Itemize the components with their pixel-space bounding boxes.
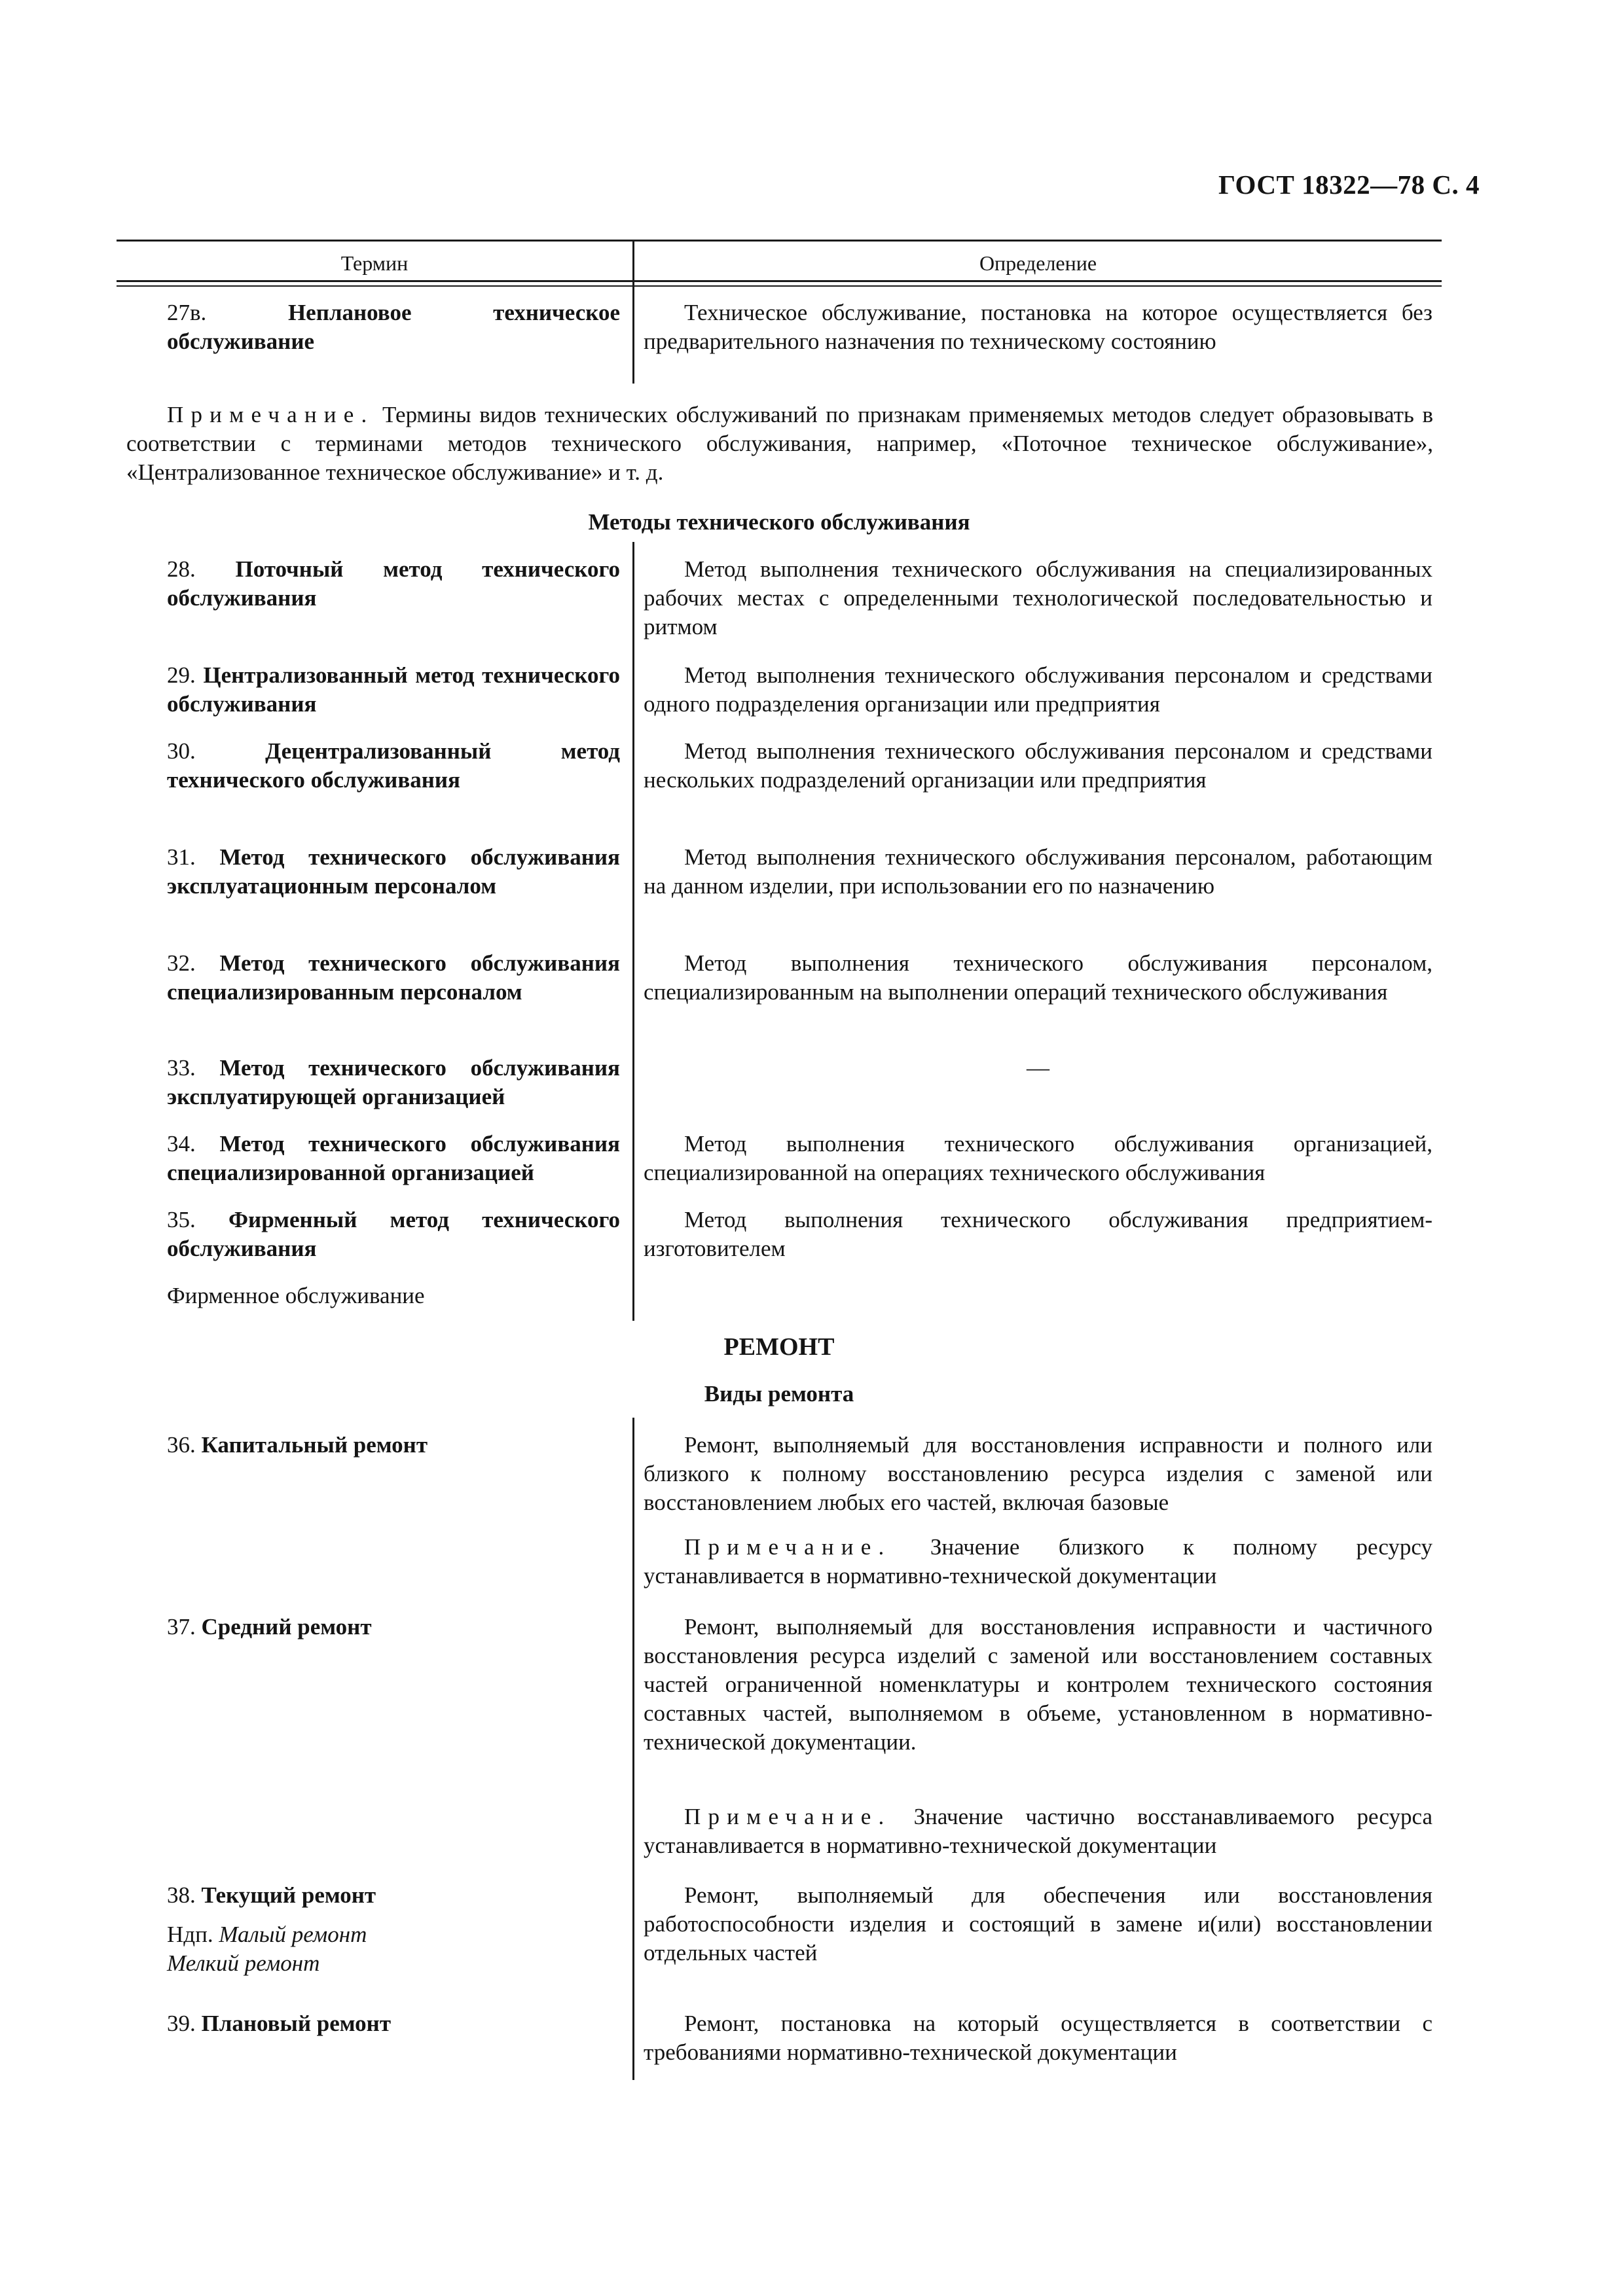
term-entry-35 bbox=[126, 1206, 620, 1310]
column-header-definition: Определение bbox=[979, 251, 1097, 275]
table-header-rule bbox=[117, 280, 1442, 282]
term-number: 37. bbox=[167, 1614, 196, 1640]
note-label: Примечание. bbox=[167, 402, 374, 427]
note-text: Термины видов технических обслуживаний по признакам применяемых методов следует образовывать в соответствии с терминами методов технического обслуживания, например, «Поточное техническое обслуживание», «Централизованное техническое обслуживание» и т. д. bbox=[126, 402, 1434, 485]
term-title: Поточный метод технического обслуживания bbox=[167, 556, 621, 611]
term-title: Метод технического обслуживания эксплуатационным персоналом bbox=[167, 844, 620, 899]
ndp-term: Малый ремонт bbox=[219, 1922, 367, 1947]
term-number: 28. bbox=[167, 556, 196, 582]
definition-29: Метод выполнения технического обслуживания персоналом и средствами одного подразделения организации или предприятия bbox=[644, 662, 1432, 717]
term-title: Средний ремонт bbox=[201, 1614, 372, 1640]
term-synonym: Фирменное обслуживание bbox=[167, 1283, 425, 1308]
term-entry-38 bbox=[126, 1881, 620, 1978]
column-divider bbox=[632, 542, 634, 1321]
term-entry-31 bbox=[126, 843, 620, 901]
definition-28: Метод выполнения технического обслуживания на специализированных рабочих местах с определенными технологической последовательностью и ритмом bbox=[644, 556, 1432, 639]
note-36 bbox=[644, 1533, 1432, 1590]
section-title-repair: РЕМОНТ bbox=[723, 1333, 835, 1361]
term-number: 39. bbox=[167, 2011, 196, 2036]
term-title: Текущий ремонт bbox=[201, 1882, 376, 1908]
term-entry-30 bbox=[126, 737, 620, 795]
term-number: 35. bbox=[167, 1207, 196, 1232]
section-subtitle-repair-types: Виды ремонта bbox=[704, 1381, 854, 1407]
term-title: Фирменный метод технического обслуживания bbox=[167, 1207, 620, 1261]
term-number: 36. bbox=[167, 1432, 196, 1458]
definition-37: Ремонт, выполняемый для восстановления исправности и частичного восстановления ресурса изделий с заменой или восстановлением составных частей ограниченной номенклатуры и контролем технического состояния составных частей, выполняемом в объеме, установленном в нормативно-технической документации. bbox=[644, 1614, 1432, 1755]
term-title: Плановый ремонт bbox=[201, 2011, 392, 2036]
ndp-term: Мелкий ремонт bbox=[167, 1950, 320, 1976]
term-entry-36 bbox=[126, 1431, 620, 1460]
term-title: Метод технического обслуживания эксплуатирующей организацией bbox=[167, 1055, 620, 1109]
term-number: 32. bbox=[167, 950, 196, 976]
note-text: Значение частично восстанавливаемого ресурса устанавливается в нормативно-технической документации bbox=[644, 1804, 1432, 1858]
definition-34: Метод выполнения технического обслуживания организацией, специализированной на операциях технического обслуживания bbox=[644, 1131, 1432, 1185]
definition-30: Метод выполнения технического обслуживания персоналом и средствами нескольких подразделений организации или предприятия bbox=[644, 738, 1432, 793]
column-divider bbox=[632, 1418, 634, 2080]
term-number: 30. bbox=[167, 738, 196, 764]
term-number: 38. bbox=[167, 1882, 196, 1908]
definition-32: Метод выполнения технического обслуживания персоналом, специализированным на выполнении операций технического обслуживания bbox=[644, 950, 1432, 1005]
note-text: Значение близкого к полному ресурсу устанавливается в нормативно-технической документации bbox=[644, 1534, 1432, 1588]
term-title: Метод технического обслуживания специализированным персоналом bbox=[167, 950, 620, 1005]
page-header-code: ГОСТ 18322—78 С. 4 bbox=[1218, 170, 1480, 200]
term-entry-32 bbox=[126, 949, 620, 1007]
term-title: Централизованный метод технического обслуживания bbox=[167, 662, 620, 717]
note-label: Примечание. bbox=[684, 1804, 892, 1829]
definition-39: Ремонт, постановка на который осуществляется в соответствии с требованиями нормативно-технической документации bbox=[644, 2011, 1432, 2065]
note-label: Примечание. bbox=[684, 1534, 892, 1560]
column-divider bbox=[632, 240, 634, 384]
column-header-term: Термин bbox=[340, 251, 409, 275]
term-entry-27v bbox=[126, 298, 620, 356]
term-entry-28 bbox=[126, 555, 620, 613]
term-title: Неплановое техническое обслуживание bbox=[167, 300, 621, 354]
term-number: 29. bbox=[167, 662, 196, 688]
term-number: 31. bbox=[167, 844, 196, 870]
definition-31: Метод выполнения технического обслуживания персоналом, работающим на данном изделии, при использовании его по назначению bbox=[644, 844, 1432, 899]
term-number: 34. bbox=[167, 1131, 196, 1157]
definition-33-dash: — bbox=[1027, 1055, 1049, 1081]
definition-27v: Техническое обслуживание, постановка на которое осуществляется без предварительного назначения по техническому состоянию bbox=[644, 300, 1432, 354]
term-title: Капитальный ремонт bbox=[201, 1432, 428, 1458]
definition-35: Метод выполнения технического обслуживания предприятием-изготовителем bbox=[644, 1207, 1432, 1261]
note-37 bbox=[644, 1803, 1432, 1860]
term-title: Метод технического обслуживания специализированной организацией bbox=[167, 1131, 620, 1185]
note-block bbox=[126, 401, 1433, 487]
table-top-rule bbox=[117, 240, 1442, 242]
table-header-rule-2 bbox=[117, 285, 1442, 287]
term-number: 33. bbox=[167, 1055, 196, 1081]
section-title-methods: Методы технического обслуживания bbox=[588, 509, 970, 535]
term-number: 27в. bbox=[167, 300, 207, 325]
term-entry-34 bbox=[126, 1130, 620, 1187]
term-entry-37 bbox=[126, 1613, 620, 1641]
definition-38: Ремонт, выполняемый для обеспечения или восстановления работоспособности изделия и состоящий в замене и(или) восстановлении отдельных частей bbox=[644, 1882, 1432, 1965]
term-entry-33 bbox=[126, 1054, 620, 1111]
definition-36: Ремонт, выполняемый для восстановления исправности и полного или близкого к полному восстановлению ресурса изделия с заменой или восстановлением любых его частей, включая базовые bbox=[644, 1432, 1432, 1515]
term-entry-29 bbox=[126, 661, 620, 719]
term-entry-39 bbox=[126, 2009, 620, 2038]
term-title: Децентрализованный метод технического обслуживания bbox=[167, 738, 620, 793]
ndp-label: Ндп. bbox=[167, 1922, 213, 1947]
